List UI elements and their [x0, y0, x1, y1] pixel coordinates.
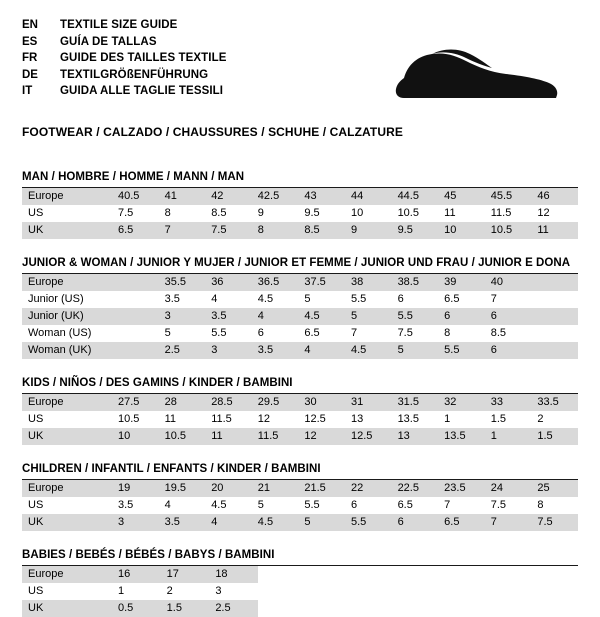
size-cell: 6.5: [304, 327, 320, 339]
size-cell: 5.5: [345, 514, 392, 531]
size-cell: 3.5: [118, 499, 134, 511]
size-cell: [531, 274, 578, 291]
size-cell: 35.5: [159, 274, 206, 291]
size-cell: 2: [537, 413, 544, 425]
language-row: [22, 68, 227, 85]
size-cell: 3.5: [159, 514, 206, 531]
group-title: BABIES / BEBÉS / BÉBÉS / BABYS / BAMBINI: [22, 549, 578, 566]
size-cell: 10.5: [159, 428, 206, 445]
row-label: Europe: [22, 274, 112, 291]
size-cell: 31.5: [392, 394, 439, 411]
size-cell: 7.5: [205, 222, 252, 239]
size-group-kids: [22, 377, 578, 445]
size-cell: 7: [485, 514, 532, 531]
table-row: [22, 480, 578, 497]
size-cell: 20: [205, 480, 252, 497]
size-cell: 21: [252, 480, 299, 497]
table-row: [22, 411, 578, 428]
size-cell: 40.5: [112, 188, 159, 205]
size-cell: 1: [118, 585, 125, 597]
row-label: UK: [22, 428, 112, 445]
size-cell: 11: [531, 222, 578, 239]
size-cell: 11: [444, 207, 456, 219]
size-cell: 13.5: [438, 428, 485, 445]
size-cell: 5: [345, 308, 392, 325]
size-cell: 5: [257, 499, 264, 511]
size-cell: 11.5: [490, 207, 512, 219]
size-cell: 12: [257, 413, 271, 425]
size-cell: 31: [345, 394, 392, 411]
size-cell: 2.5: [209, 600, 258, 617]
size-group-babies: [22, 549, 578, 617]
size-cell: 8: [537, 499, 544, 511]
size-cell: 5: [164, 327, 171, 339]
size-cell: 4: [298, 342, 345, 359]
size-cell: 11: [205, 428, 252, 445]
row-label: Woman (UK): [22, 342, 112, 359]
size-cell: 45.5: [485, 188, 532, 205]
size-cell: 22.5: [392, 480, 439, 497]
size-cell: 5: [298, 514, 345, 531]
size-cell: 16: [112, 566, 161, 583]
size-cell: 7.5: [397, 327, 413, 339]
size-table: [22, 394, 578, 445]
size-cell: 12.5: [345, 428, 392, 445]
footwear-section-title: FOOTWEAR / CALZADO / CHAUSSURES / SCHUHE / CALZATURE: [22, 125, 403, 139]
size-cell: 7.5: [118, 207, 134, 219]
size-cell: 3.5: [252, 342, 299, 359]
language-title-list: [22, 18, 227, 101]
size-cell: 3: [205, 342, 252, 359]
size-cell: 13.5: [397, 413, 419, 425]
size-cell: 7: [350, 327, 358, 339]
row-label: UK: [22, 222, 112, 239]
size-cell: 1: [444, 413, 451, 425]
size-group-man: [22, 171, 578, 239]
size-cell: 3: [215, 585, 222, 597]
size-cell: 28: [159, 394, 206, 411]
size-cell: 11.5: [211, 413, 232, 425]
size-cell: 4.5: [345, 342, 392, 359]
size-cell: 3: [112, 514, 159, 531]
size-cell: 12: [298, 428, 345, 445]
size-cell: 36: [205, 274, 252, 291]
group-title: JUNIOR & WOMAN / JUNIOR Y MUJER / JUNIOR ET FEMME / JUNIOR UND FRAU / JUNIOR E DONA: [22, 257, 578, 274]
language-title: GUÍA DE TALLAS: [60, 35, 157, 48]
size-cell: 6: [392, 514, 439, 531]
size-cell: 21.5: [298, 480, 345, 497]
size-cell: 43: [298, 188, 345, 205]
row-label: UK: [22, 514, 112, 531]
size-group-junior-woman: [22, 257, 578, 359]
size-cell: 30: [298, 394, 345, 411]
size-cell: 28.5: [205, 394, 252, 411]
row-label: US: [28, 207, 44, 219]
size-cell: 10: [438, 222, 485, 239]
size-cell: 10: [350, 207, 364, 219]
group-title: KIDS / NIÑOS / DES GAMINS / KINDER / BAMBINI: [22, 377, 578, 394]
size-cell: 6.5: [438, 514, 485, 531]
size-cell: [531, 308, 578, 325]
size-cell: [112, 325, 159, 342]
size-cell: 0.5: [112, 600, 161, 617]
size-cell: 6: [438, 308, 485, 325]
table-row: [22, 583, 258, 600]
size-cell: 44.5: [392, 188, 439, 205]
size-cell: [112, 308, 159, 325]
dress-shoe-icon: [374, 34, 564, 104]
language-code: IT: [22, 85, 33, 97]
size-cell: 6.5: [112, 222, 159, 239]
size-cell: 3: [159, 308, 206, 325]
size-cell: [112, 342, 159, 359]
size-cell: 18: [209, 566, 258, 583]
size-cell: 10: [112, 428, 159, 445]
size-cell: 12: [537, 207, 550, 219]
row-label: Woman (US): [28, 327, 92, 339]
size-cell: 1: [485, 428, 532, 445]
table-row: [22, 514, 578, 531]
size-cell: 6.5: [397, 499, 413, 511]
row-label: UK: [22, 600, 112, 617]
language-code: EN: [22, 19, 38, 31]
size-cell: [531, 291, 578, 308]
size-cell: 10.5: [485, 222, 532, 239]
size-cell: 38: [345, 274, 392, 291]
size-cell: 4.5: [211, 499, 227, 511]
size-cell: 2: [166, 585, 173, 597]
language-title: GUIDE DES TAILLES TEXTILE: [60, 52, 227, 64]
table-row: [22, 325, 578, 342]
table-row: [22, 497, 578, 514]
row-label: Europe: [22, 566, 112, 583]
size-cell: 4.5: [257, 293, 274, 305]
size-cell: 4.5: [252, 514, 299, 531]
size-cell: 46: [531, 188, 578, 205]
table-row: [22, 394, 578, 411]
group-title: CHILDREN / INFANTIL / ENFANTS / KINDER / BAMBINI: [22, 463, 578, 480]
size-cell: 1.5: [531, 428, 578, 445]
table-row: [22, 205, 578, 222]
size-cell: 24: [485, 480, 532, 497]
table-row: [22, 222, 578, 239]
size-cell: 6: [397, 293, 404, 305]
table-row: [22, 274, 578, 291]
size-cell: 33: [485, 394, 532, 411]
language-row: [22, 18, 227, 35]
size-cell: 8.5: [298, 222, 345, 239]
table-row: [22, 566, 258, 583]
size-cell: 42: [205, 188, 252, 205]
table-row: [22, 342, 578, 359]
size-cell: 19.5: [159, 480, 206, 497]
table-row: [22, 600, 258, 617]
size-cell: 5.5: [438, 342, 485, 359]
language-title: GUIDA ALLE TAGLIE TESSILI: [60, 85, 224, 97]
size-cell: 4.5: [298, 308, 345, 325]
size-cell: 7: [490, 293, 497, 305]
size-cell: 5.5: [392, 308, 439, 325]
row-label: US: [28, 499, 44, 511]
size-cell: [531, 325, 578, 342]
size-cell: 8.5: [490, 327, 507, 339]
size-cell: 23.5: [438, 480, 485, 497]
size-table: [22, 188, 578, 239]
size-cell: 41: [159, 188, 206, 205]
size-cell: 8: [444, 327, 451, 339]
size-cell: 8: [164, 207, 171, 219]
size-cell: 4: [205, 514, 252, 531]
size-cell: 6: [485, 342, 532, 359]
row-label: Europe: [22, 188, 112, 205]
size-cell: 9.5: [304, 207, 320, 219]
size-cell: [531, 342, 578, 359]
row-label: Europe: [22, 394, 112, 411]
size-cell: 9: [345, 222, 392, 239]
size-cell: 27.5: [112, 394, 159, 411]
language-row: [22, 84, 227, 101]
size-group-children: [22, 463, 578, 531]
language-title: TEXTILGRÖßENFÜHRUNG: [60, 68, 209, 81]
size-cell: 6: [350, 499, 358, 511]
language-title: TEXTILE SIZE GUIDE: [60, 19, 178, 31]
size-cell: 4: [252, 308, 299, 325]
table-row: [22, 291, 578, 308]
size-cell: 19: [112, 480, 159, 497]
table-row: [22, 308, 578, 325]
size-cell: 25: [531, 480, 578, 497]
size-cell: 13: [392, 428, 439, 445]
size-cell: 5.5: [304, 499, 320, 511]
header: [22, 18, 578, 113]
size-cell: 13: [350, 413, 364, 425]
size-cell: 22: [345, 480, 392, 497]
language-row: [22, 35, 227, 52]
size-cell: 5: [304, 293, 311, 305]
size-cell: [112, 291, 159, 308]
size-cell: 36.5: [252, 274, 299, 291]
size-table: [22, 274, 578, 359]
size-cell: 11: [164, 413, 177, 425]
table-row: [22, 428, 578, 445]
size-cell: 8.5: [211, 207, 227, 219]
size-cell: 4: [164, 499, 171, 511]
size-cell: 4: [211, 293, 218, 305]
size-cell: 39: [438, 274, 485, 291]
group-title: MAN / HOMBRE / HOMME / MANN / MAN: [22, 171, 578, 188]
size-cell: 6.5: [444, 293, 460, 305]
size-cell: 9: [257, 207, 264, 219]
size-cell: 5.5: [350, 293, 367, 305]
size-cell: 32: [438, 394, 485, 411]
size-cell: 11.5: [252, 428, 299, 445]
size-cell: 17: [161, 566, 210, 583]
size-cell: 40: [485, 274, 532, 291]
language-row: [22, 51, 227, 68]
language-code: DE: [22, 68, 38, 81]
row-label: Europe: [22, 480, 112, 497]
size-cell: 44: [345, 188, 392, 205]
size-cell: 3.5: [164, 293, 180, 305]
size-cell: 7.5: [531, 514, 578, 531]
size-table: [22, 566, 258, 617]
size-cell: 38.5: [392, 274, 439, 291]
size-cell: 10.5: [118, 413, 140, 425]
size-cell: 3.5: [205, 308, 252, 325]
size-cell: 33.5: [531, 394, 578, 411]
row-label: US: [28, 585, 44, 597]
size-cell: 7: [159, 222, 206, 239]
size-cell: 12.5: [304, 413, 326, 425]
language-code: FR: [22, 52, 38, 64]
size-cell: 45: [438, 188, 485, 205]
size-cell: 5: [392, 342, 439, 359]
row-label: Junior (UK): [22, 308, 112, 325]
size-cell: 6: [257, 327, 264, 339]
row-label: Junior (US): [28, 293, 84, 305]
size-cell: 42.5: [252, 188, 299, 205]
size-cell: [112, 274, 159, 291]
size-cell: 7.5: [490, 499, 507, 511]
size-cell: 6: [485, 308, 532, 325]
size-cell: 2.5: [159, 342, 206, 359]
row-label: US: [28, 413, 44, 425]
table-row: [22, 188, 578, 205]
size-cell: 7: [444, 499, 451, 511]
size-cell: 9.5: [392, 222, 439, 239]
size-cell: 8: [252, 222, 299, 239]
size-cell: 10.5: [397, 207, 419, 219]
size-cell: 1.5: [161, 600, 210, 617]
size-table: [22, 480, 578, 531]
language-code: ES: [22, 35, 38, 48]
size-cell: 37.5: [298, 274, 345, 291]
size-cell: 29.5: [252, 394, 299, 411]
size-cell: 1.5: [490, 413, 507, 425]
size-cell: 5.5: [211, 327, 227, 339]
